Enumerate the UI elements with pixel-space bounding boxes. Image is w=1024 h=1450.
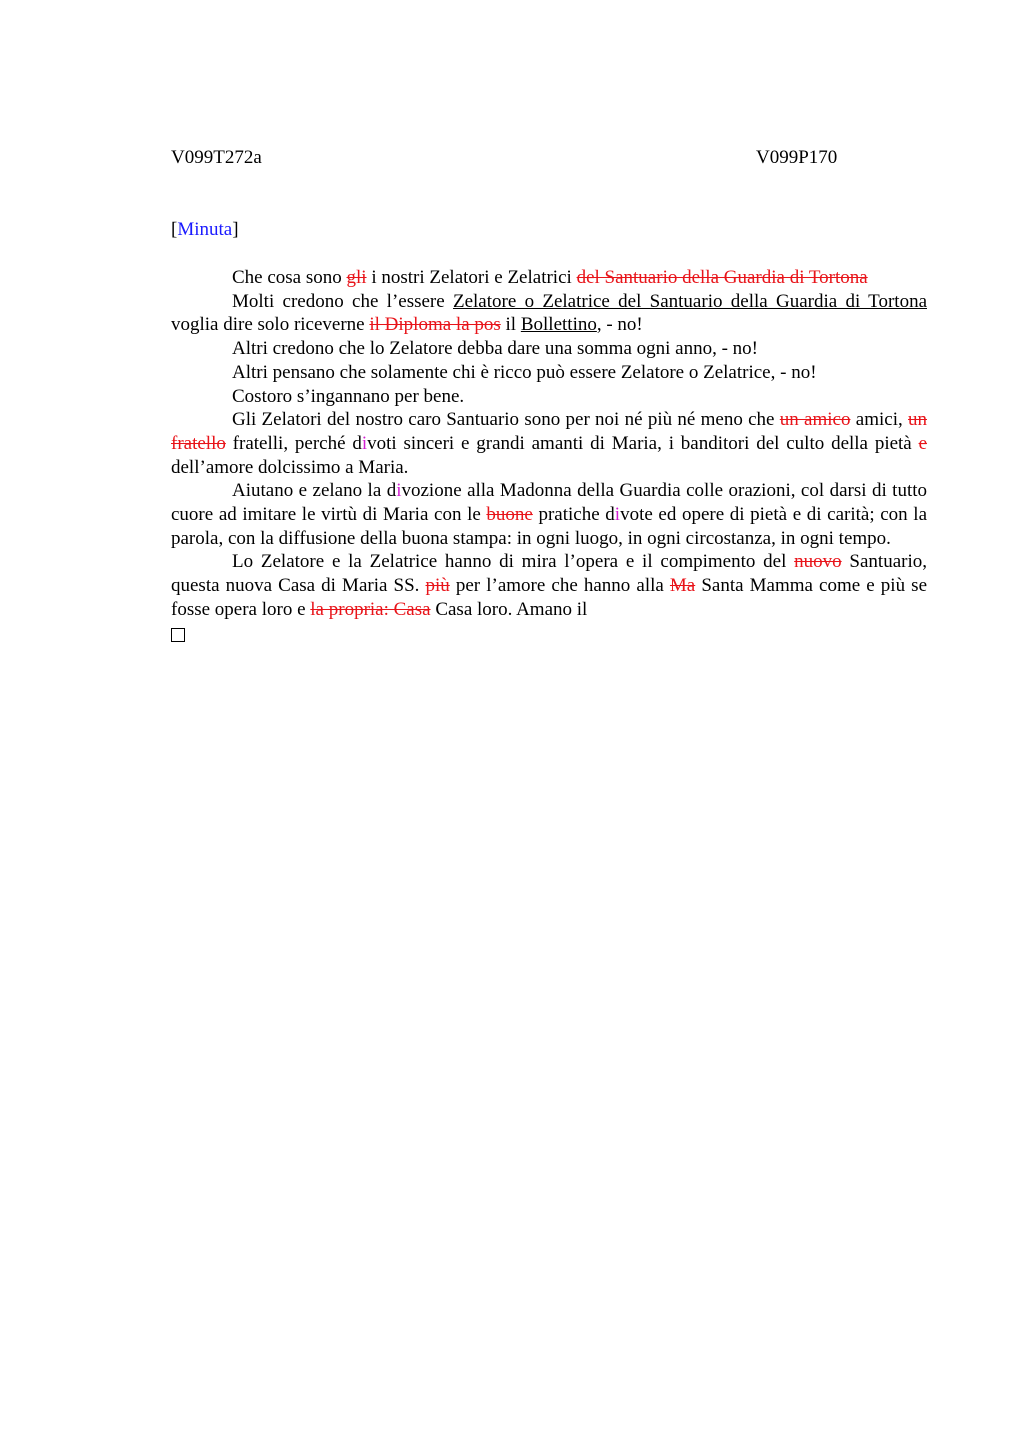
- paragraph-2: [171, 290, 927, 337]
- deleted-text: un amico: [779, 409, 851, 431]
- paragraph-8: [171, 550, 927, 621]
- deleted-text: nuovo: [794, 551, 842, 573]
- underlined-text: Bollettino: [520, 314, 597, 336]
- square-outline-icon: [171, 628, 185, 642]
- paragraph-4: [171, 361, 927, 385]
- text-run: Molti credono che l’essere: [232, 290, 453, 312]
- text-run: voti sinceri e grandi amanti di Maria, i banditori del culto della pietà: [367, 432, 919, 454]
- document-body: [171, 266, 927, 642]
- text-run: dell’amore dolcissimo a Maria.: [171, 456, 409, 478]
- paragraph-3: [171, 337, 927, 361]
- inserted-letter: i: [361, 432, 368, 454]
- underlined-text: Zelatore o Zelatrice del Santuario della Guardia di Tortona: [452, 290, 928, 312]
- deleted-text: del Santuario della Guardia di Tortona: [576, 267, 868, 288]
- inserted-letter: i: [396, 480, 402, 502]
- text-run: Altri credono che lo Zelatore debba dare una somma ogni anno, - no!: [232, 338, 759, 360]
- paragraph-6: [171, 408, 927, 479]
- text-run: Santa Mamma come e più se fosse opera loro e: [171, 575, 928, 620]
- deleted-text: buone: [486, 504, 533, 526]
- deleted-text: più: [425, 575, 450, 597]
- close-bracket: ]: [232, 219, 239, 240]
- paragraph-7: [171, 479, 927, 550]
- text-run: pratiche d: [532, 504, 615, 526]
- text-run: per l’amore che hanno alla: [449, 575, 670, 597]
- deleted-text: un fratello: [171, 409, 928, 454]
- text-run: Lo Zelatore e la Zelatrice hanno di mira l’opera e il compimento del: [232, 551, 795, 573]
- paragraph-5: [171, 385, 927, 409]
- text-run: vozione alla Madonna della Guardia colle orazioni, col darsi di tutto cuore ad imitare le virtù di Maria con le: [171, 480, 928, 526]
- text-run: il: [500, 314, 521, 336]
- text-run: Casa loro. Amano il: [430, 598, 588, 620]
- text-run: , - no!: [596, 314, 643, 336]
- deleted-text: gli: [346, 267, 367, 288]
- text-run: Santuario, questa nuova Casa di Maria SS.: [171, 551, 927, 597]
- text-run: voglia dire solo riceverne: [171, 314, 370, 336]
- document-code: V099T272a: [171, 147, 262, 168]
- text-run: amici,: [850, 409, 909, 431]
- deleted-text: e: [918, 432, 928, 454]
- section-label: [171, 219, 239, 241]
- text-run: fratelli, perché d: [225, 432, 362, 454]
- deleted-text: il Diploma la pos: [369, 314, 501, 336]
- deleted-text: Ma: [669, 575, 696, 597]
- text-run: Gli Zelatori del nostro caro Santuario sono per noi né più né meno che: [232, 409, 780, 431]
- text-run: Altri pensano che solamente chi è ricco può essere Zelatore o Zelatrice, - no!: [232, 361, 817, 383]
- open-bracket: [: [171, 219, 178, 240]
- text-run: Aiutano e zelano la d: [232, 480, 397, 502]
- inserted-letter: i: [614, 504, 621, 526]
- minuta-label: Minuta: [177, 219, 233, 240]
- text-run: Costoro s’ingannano per bene.: [232, 385, 465, 407]
- text-run: Che cosa sono: [232, 267, 347, 288]
- text-run: i nostri Zelatori e Zelatrici: [366, 267, 577, 288]
- text-run: vote ed opere di pietà e di carità; con la parola, con la diffusione della buona stampa: in ogni luogo, in ogni circostanza, in ogni tempo.: [171, 504, 927, 549]
- deleted-text: la propria: Casa: [310, 598, 431, 620]
- page-code: V099P170: [756, 147, 838, 168]
- paragraph-1: [171, 266, 927, 290]
